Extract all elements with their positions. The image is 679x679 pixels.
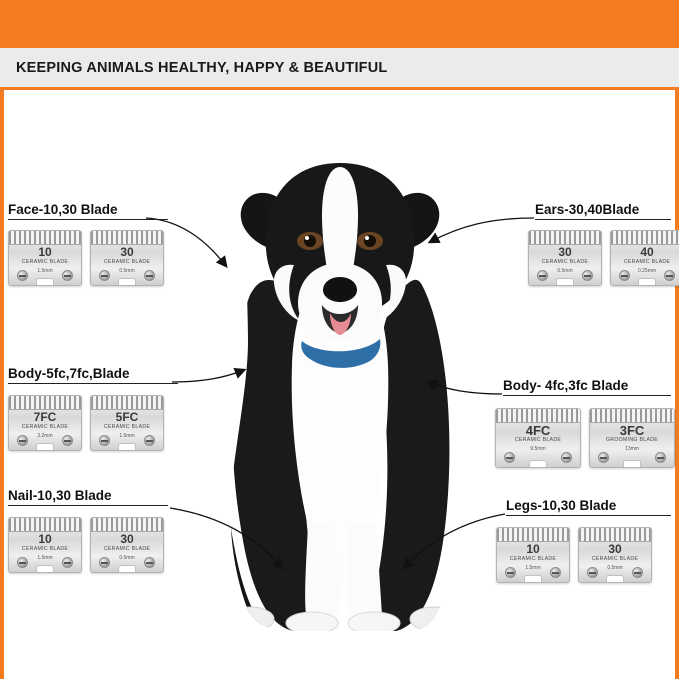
blade-teeth-icon — [91, 396, 163, 410]
blade-notch — [606, 575, 624, 582]
label-underline — [503, 395, 671, 396]
callout-label-nail: Nail-10,30 Blade — [8, 488, 168, 506]
screw-icon — [550, 567, 561, 578]
blade-notch — [118, 565, 136, 572]
blade-card: 30 CERAMIC BLADE 0.5mm — [90, 517, 164, 573]
blade-notch — [556, 278, 574, 285]
screw-icon — [99, 557, 110, 568]
callout-label-body-right: Body- 4fc,3fc Blade — [503, 378, 671, 396]
blade-notch — [529, 460, 547, 467]
blade-card: 10 CERAMIC BLADE 1.5mm — [8, 517, 82, 573]
callout-label-body-left: Body-5fc,7fc,Blade — [8, 366, 178, 384]
screw-icon — [144, 557, 155, 568]
dog-photo — [190, 145, 490, 645]
label-underline — [506, 515, 671, 516]
blade-teeth-icon — [611, 231, 679, 245]
blade-teeth-icon — [91, 518, 163, 532]
blade-teeth-icon — [9, 518, 81, 532]
banner-title: KEEPING ANIMALS HEALTHY, HAPPY & BEAUTIFUL — [16, 60, 388, 76]
diagram-content — [0, 90, 679, 679]
blade-notch — [36, 565, 54, 572]
screw-icon — [17, 557, 28, 568]
screw-icon — [17, 270, 28, 281]
blade-notch — [638, 278, 656, 285]
blade-teeth-icon — [497, 528, 569, 542]
label-underline — [8, 219, 168, 220]
label-underline — [8, 505, 168, 506]
screw-icon — [17, 435, 28, 446]
label-underline — [8, 383, 178, 384]
screw-icon — [99, 270, 110, 281]
blade-card: 10 CERAMIC BLADE 1.5mm — [8, 230, 82, 286]
blade-card: 30 CERAMIC BLADE 0.5mm — [90, 230, 164, 286]
blade-teeth-icon — [579, 528, 651, 542]
screw-icon — [598, 452, 609, 463]
screw-icon — [632, 567, 643, 578]
blade-card: 5FC CERAMIC BLADE 1.5mm — [90, 395, 164, 451]
blade-group-legs — [496, 527, 652, 583]
screw-icon — [655, 452, 666, 463]
blade-card: 10 CERAMIC BLADE 1.5mm — [496, 527, 570, 583]
blade-card: 30 CERAMIC BLADE 0.5mm — [578, 527, 652, 583]
screw-icon — [664, 270, 675, 281]
screw-icon — [587, 567, 598, 578]
blade-notch — [118, 443, 136, 450]
blade-group-body-left — [8, 395, 164, 451]
blade-card: 3FC GROOMING BLADE 13mm — [589, 408, 675, 468]
blade-card: 7FC CERAMIC BLADE 3.2mm — [8, 395, 82, 451]
callout-label-face: Face-10,30 Blade — [8, 202, 168, 220]
blade-notch — [36, 443, 54, 450]
blade-teeth-icon — [9, 396, 81, 410]
blade-group-face — [8, 230, 164, 286]
blade-group-body-right — [495, 408, 675, 468]
blade-notch — [36, 278, 54, 285]
blade-group-nail — [8, 517, 164, 573]
screw-icon — [144, 270, 155, 281]
left-accent-rule — [0, 90, 4, 679]
blade-teeth-icon — [590, 409, 674, 423]
screw-icon — [537, 270, 548, 281]
screw-icon — [504, 452, 515, 463]
callout-label-ears: Ears-30,40Blade — [535, 202, 671, 220]
screw-icon — [144, 435, 155, 446]
blade-teeth-icon — [529, 231, 601, 245]
label-underline — [535, 219, 671, 220]
screw-icon — [62, 270, 73, 281]
screw-icon — [99, 435, 110, 446]
callout-label-legs: Legs-10,30 Blade — [506, 498, 671, 516]
blade-notch — [623, 460, 641, 467]
blade-teeth-icon — [91, 231, 163, 245]
blade-notch — [524, 575, 542, 582]
blade-group-ears — [528, 230, 679, 286]
blade-card: 30 CERAMIC BLADE 0.5mm — [528, 230, 602, 286]
top-accent-bar — [0, 0, 679, 48]
screw-icon — [62, 435, 73, 446]
screw-icon — [582, 270, 593, 281]
blade-card: 4FC CERAMIC BLADE 9.5mm — [495, 408, 581, 468]
screw-icon — [62, 557, 73, 568]
screw-icon — [619, 270, 630, 281]
screw-icon — [505, 567, 516, 578]
screw-icon — [561, 452, 572, 463]
blade-teeth-icon — [9, 231, 81, 245]
blade-teeth-icon — [496, 409, 580, 423]
blade-card: 40 CERAMIC BLADE 0.25mm — [610, 230, 679, 286]
blade-notch — [118, 278, 136, 285]
right-accent-rule — [675, 90, 679, 679]
